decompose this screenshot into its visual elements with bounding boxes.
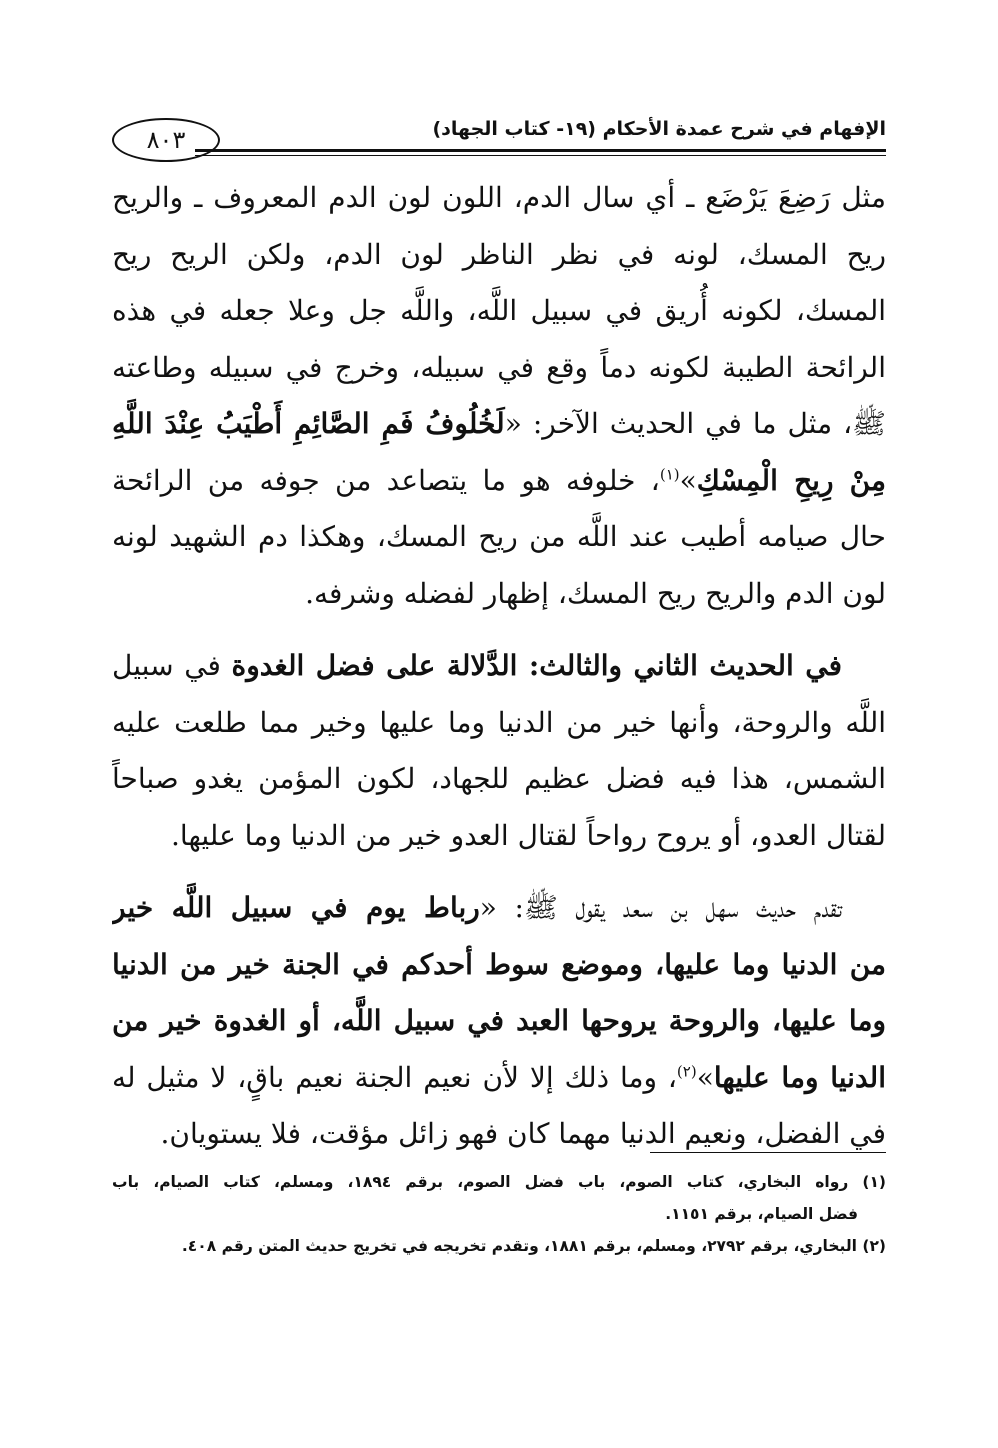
text-line [112,453,886,510]
text-line: اللَّه والروحة، وأنها خير من الدنيا وما عليها وخير مما طلعت عليه [112,705,886,739]
text-line: وما عليها، والروحة يروحها العبد في سبيل اللَّه، أو الغدوة خير من [112,1004,886,1037]
page-number: ٨٠٣ [146,126,186,154]
paragraph-1 [112,170,886,622]
footnote-1-continued: فضل الصيام، برقم ١١٥١. [665,1205,858,1223]
quote-mark: » [696,1060,714,1094]
footnote-1: (١) رواه البخاري، كتاب الصوم، باب فضل الصوم، برقم ١٨٩٤، ومسلم، كتاب الصيام، باب [112,1173,886,1191]
text-line [112,880,886,937]
footnote-separator [650,1152,886,1153]
footnote-2: (٢) البخاري، برقم ٢٧٩٢، ومسلم، برقم ١٨٨١، وتقدم تخريجه في تخريج حديث المتن رقم ٤٠٨. [181,1237,886,1255]
running-header-title: الإفهام في شرح عمدة الأحكام (١٩- كتاب الجهاد) [432,118,886,140]
hadith-quote: لَخُلُوفُ فَمِ الصَّائِمِ أَطْيَبُ عِنْدَ اللَّهِ [112,407,505,440]
header-rule-thin [195,155,886,156]
text-run: تقدم حديث سهل بن سعد يقول ﷺ: « [479,891,842,924]
quote-mark: » [679,463,697,497]
footnotes [112,1166,886,1262]
text-line: مثل رَضِعَ يَرْضَع ـ أي سال الدم، اللون لون الدم المعروف ـ والريح [112,181,886,214]
footnote-ref-1[interactable]: (١) [659,465,680,484]
text-line [112,396,886,453]
text-run: ، خلوفه هو ما يتصاعد من جوفه من الرائحة [112,463,660,497]
text-run: في سبيل [112,649,232,682]
text-line: الرائحة الطيبة لكونه دماً وقع في سبيله، وخرج في سبيله وطاعته [112,350,886,384]
paragraph-2 [112,638,886,864]
footnote-ref-2[interactable]: (٢) [676,1062,697,1081]
hadith-quote: الدنيا وما عليها [713,1060,886,1094]
text-line [112,638,886,695]
text-line: حال صيامه أطيب عند اللَّه من ريح المسك، وهكذا دم الشهيد لونه [112,520,886,553]
hadith-quote: مِنْ رِيحِ الْمِسْكِ [696,463,886,497]
paragraph-3 [112,880,886,1163]
main-text [112,170,886,1163]
paragraph-gap [112,864,886,880]
text-line: الشمس، هذا فيه فضل عظيم للجهاد، لكون المؤمن يغدو صباحاً [112,762,886,795]
paragraph-gap [112,622,886,638]
text-line: لون الدم والريح ريح المسك، إظهار لفضله وشرفه. [305,576,886,610]
section-heading: في الحديث الثاني والثالث: الدَّلالة على فضل الغدوة [231,649,842,682]
header-rule-thick [195,149,886,152]
text-run: ﷺ، مثل ما في الحديث الآخر: « [504,407,886,440]
text-line: ريح المسك، لونه في نظر الناظر لون الدم، ولكن الريح ريح [112,237,886,271]
text-line [112,1050,886,1107]
text-line: في الفضل، ونعيم الدنيا مهما كان فهو زائل مؤقت، فلا يستويان. [160,1117,886,1150]
text-line: من الدنيا وما عليها، وموضع سوط أحدكم في الجنة خير من الدنيا [112,947,886,981]
text-line: المسك، لكونه أُريق في سبيل اللَّه، واللَّه جل وعلا جعله في هذه [112,294,886,327]
text-line: لقتال العدو، أو يروح رواحاً لقتال العدو خير من الدنيا وما عليها. [171,818,886,852]
text-run: ، وما ذلك إلا لأن نعيم الجنة نعيم باقٍ، لا مثيل له [112,1060,677,1094]
hadith-quote: رباط يوم في سبيل اللَّه خير [112,891,480,924]
